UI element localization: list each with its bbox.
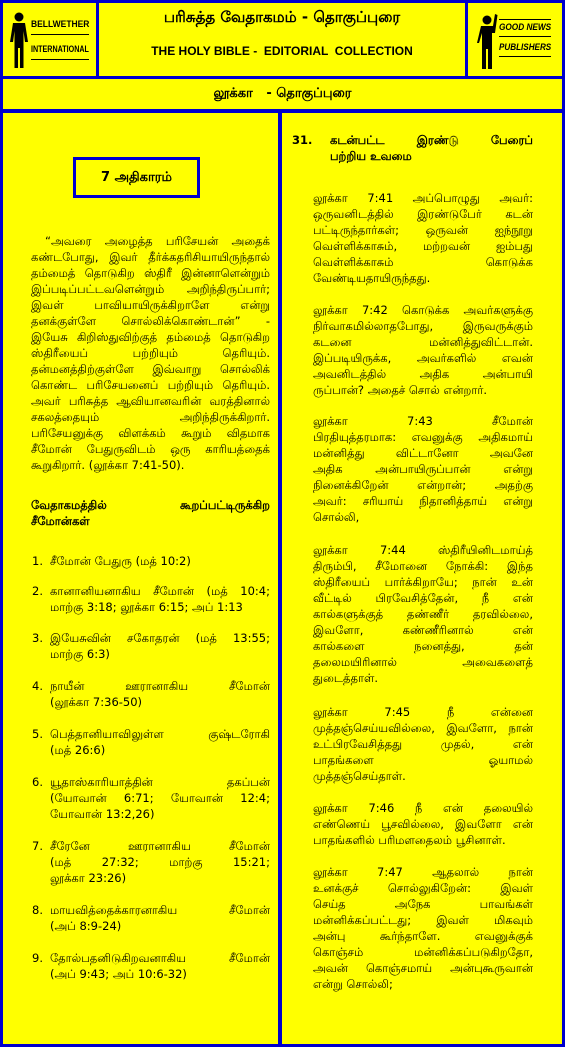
- text-line: யூதாஸ்காரியாத்தின் தகப்பன்: [50, 775, 270, 789]
- verse-paragraph: [313, 413, 533, 525]
- text-line: அதிக அன்பாயிருப்பான் என்று: [313, 462, 533, 476]
- verse-paragraph: [313, 864, 533, 992]
- text-line: கடன்பட்ட இரண்டு பேரைப்: [330, 133, 533, 147]
- text-line: லூக்கா 7:46 நீ என் தலையில்: [313, 801, 533, 815]
- list-item-text: [50, 950, 270, 982]
- text-line: கால்களுக்குத் தண்ணீர் தரவில்லை,: [313, 607, 533, 621]
- text-line: (யோவான் 6:71; யோவான் 12:4;: [50, 791, 270, 805]
- text-line: சகலத்தையும் அறிந்திருக்கிறார்.: [31, 410, 270, 424]
- text-line: நினைக்கிறேன் என்றான்; அதற்கு: [313, 478, 533, 492]
- section-title: [330, 132, 533, 164]
- text-line: தலைமயிரினால் அவைகளைத்: [313, 655, 533, 669]
- chapter-label-box: 7 அதிகாரம்: [73, 157, 200, 198]
- simons-heading: [31, 497, 270, 529]
- list-number: 3.: [32, 631, 43, 645]
- text-line: லூக்கா 7:42 கொடுக்க அவர்களுக்கு: [313, 303, 533, 317]
- text-line: அவன் கொஞ்சமாய் அன்புகூருவான்: [313, 961, 533, 975]
- verse-paragraph: [313, 190, 533, 286]
- page-title-tamil: பரிசுத்த வேதாகமம் - தொகுப்புரை: [163, 8, 401, 26]
- text-line: தோல்பதனிடுகிறவனாகிய சீமோன்: [50, 951, 270, 965]
- text-line: ஸ்திரீயைப் பற்றியும் தெரியும்.: [31, 346, 270, 360]
- text-line: கூறுகிறார். (லூக்கா 7:41-50).: [31, 458, 185, 472]
- text-line: (அப் 9:43; அப் 10:6-32): [50, 967, 187, 981]
- text-line: திரும்பி, சீமோனை நோக்கி: இந்த: [313, 559, 533, 573]
- text-line: அவர் பரிசுத்த ஆவியானவரின் வரத்தினால்: [31, 394, 270, 408]
- text-line: சீமோன் பேதுருவிடம் ஒரு காரியத்தைக்: [31, 442, 270, 456]
- verse-paragraph: [313, 302, 533, 398]
- text-line: கொஞ்சம் மன்னிக்கப்படுகிறதோ,: [313, 945, 533, 959]
- list-item-text: [50, 678, 270, 710]
- text-line: முத்தஞ்செய்யவில்லை, இவளோ, நான்: [313, 721, 533, 735]
- list-number: 8.: [32, 903, 43, 917]
- section-number: 31.: [292, 133, 313, 147]
- text-line: முத்தஞ்செய்தாள்.: [313, 769, 406, 783]
- verse-paragraph: [313, 542, 533, 686]
- text-line: கானானியனாகிய சீமோன் (மத் 10:4;: [50, 584, 270, 598]
- text-line: இவளோ, கண்ணீரினால் என்: [313, 623, 533, 637]
- text-line: ஸ்திரீயைப் பார்க்கிறாயே; நான் உன்: [313, 575, 533, 589]
- logo-rule: [31, 59, 89, 60]
- logo-text-bellwether: BELLWETHER: [31, 19, 90, 30]
- text-line: ருப்பான்? அதைச் சொல் என்றார்.: [313, 383, 488, 397]
- text-line: தம்மைத் தொடுகிற ஸ்திரீ இன்னாளென்றும்: [31, 266, 270, 280]
- text-line: என்று சொல்லி;: [313, 977, 393, 991]
- text-line: இப்படியிருக்க, அவர்களில் எவன்: [313, 351, 533, 365]
- book-subtitle: லூக்கா - தொகுப்புரை: [213, 86, 352, 101]
- good-news-figure-icon: [476, 11, 498, 71]
- list-item-text: [50, 630, 270, 662]
- text-line: மன்னித்து விட்டானோ அவனே: [313, 446, 533, 460]
- text-line: செய்த அநேக பாவங்கள்: [313, 897, 533, 911]
- text-line: இப்படிப்பட்டவளென்றும் அறிந்திருப்பார்;: [31, 282, 270, 296]
- logo-rule: [499, 56, 551, 57]
- list-number: 5.: [32, 727, 43, 741]
- text-line: இயேசுவின் சகோதரன் (மத் 13:55;: [50, 631, 270, 645]
- logo-text-good-news: GOOD NEWS: [499, 22, 552, 33]
- text-line: அன்பு கூர்ந்தாளே. எவனுக்குக்: [313, 929, 533, 943]
- bellwether-figure-icon: [9, 12, 29, 70]
- logo-text-publishers: PUBLISHERS: [499, 42, 552, 53]
- text-line: பாதங்களை ஓயாமல்: [313, 753, 533, 767]
- list-number: 7.: [32, 839, 43, 853]
- right-logo: [468, 3, 562, 76]
- text-line: கொண்ட பரிசேயனைப் பற்றியும் தெரியும்.: [31, 378, 270, 392]
- text-line: வெள்ளிக்காசும் கொடுக்க: [313, 255, 533, 269]
- list-item-text: [50, 838, 270, 886]
- text-line: உனக்குச் சொல்லுகிறேன்: இவள்: [313, 881, 533, 895]
- text-line: (அப் 8:9-24): [50, 919, 122, 933]
- text-line: நிர்வாகமில்லாதபோது, இருவருக்கும்: [313, 319, 533, 333]
- list-item-text: [50, 774, 270, 822]
- text-line: மாற்கு 6:3): [50, 647, 110, 661]
- list-number: 9.: [32, 951, 43, 965]
- text-line: லூக்கா 7:41 அப்பொழுது அவர்:: [313, 191, 533, 205]
- text-line: (மத் 27:32; மாற்கு 15:21;: [50, 855, 270, 869]
- text-line: எண்ணெய் பூசவில்லை, இவளோ என்: [313, 817, 533, 831]
- text-line: மாயவித்தைக்காரனாகிய சீமோன்: [50, 903, 270, 917]
- text-line: இயேசு கிறிஸ்துவிற்குத் தம்மைத் தொடுகிற: [31, 330, 270, 344]
- text-line: கடனை மன்னித்துவிட்டான்.: [313, 335, 533, 349]
- text-line: வேண்டியதாயிருந்தது.: [313, 271, 431, 285]
- text-line: சீமோன் பேதுரு (மத் 10:2): [50, 554, 191, 568]
- text-line: மாற்கு 3:18; லூக்கா 6:15; அப் 1:13: [50, 600, 243, 614]
- text-line: கால்களை நனைத்து, தன்: [313, 639, 533, 653]
- intro-paragraph: [31, 233, 270, 473]
- text-line: வீட்டில் பிரவேசித்தேன், நீ என்: [313, 591, 533, 605]
- text-line: உட்பிரவேசித்தது முதல், என்: [313, 737, 533, 751]
- text-line: (மத் 26:6): [50, 743, 106, 757]
- logo-text-international: INTERNATIONAL: [31, 44, 89, 55]
- text-line: பற்றிய உவமை: [330, 149, 412, 163]
- list-number: 4.: [32, 679, 43, 693]
- text-line: லூக்கா 7:47 ஆதலால் நான்: [313, 865, 533, 879]
- logo-rule: [499, 19, 551, 20]
- text-line: “அவரை அழைத்த பரிசேயன் அதைக்: [45, 234, 270, 248]
- text-line: லூக்கா 7:44 ஸ்திரீயினிடமாய்த்: [313, 543, 533, 557]
- text-line: லூக்கா 7:45 நீ என்னை: [313, 705, 533, 719]
- text-line: வேதாகமத்தில் கூறப்பட்டிருக்கிற: [31, 498, 270, 512]
- subtitle-bottom-border: [0, 109, 565, 113]
- logo-rule: [31, 34, 89, 35]
- text-line: பெத்தானியாவிலுள்ள குஷ்டரோகி: [50, 727, 270, 741]
- text-line: அவனிடத்தில் அதிக அன்பாயி: [313, 367, 533, 381]
- text-line: வெள்ளிக்காசும், மற்றவன் ஐம்பது: [313, 239, 533, 253]
- verse-paragraph: [313, 800, 533, 848]
- text-line: மன்னிக்கப்பட்டது; இவள் மிகவும்: [313, 913, 533, 927]
- list-number: 6.: [32, 775, 43, 789]
- text-line: சீரேனே ஊரானாகிய சீமோன்: [50, 839, 270, 853]
- list-item-text: [50, 553, 270, 569]
- text-line: கண்டபோது, இவர் தீர்க்கதரிசியாயிருந்தால்: [31, 250, 270, 264]
- text-line: பிரதியுத்தரமாக: எவனுக்கு அதிகமாய்: [313, 430, 533, 444]
- text-line: பட்டிருந்தார்கள்; ஒருவன் ஐந்நூறு: [313, 223, 533, 237]
- text-line: அவர்: சரியாய் நிதானித்தாய் என்று: [313, 494, 533, 508]
- text-line: சீமோன்கள்: [31, 514, 90, 528]
- list-number: 1.: [32, 554, 43, 568]
- text-line: ஒருவனிடத்தில் இரண்டுபேர் கடன்: [313, 207, 533, 221]
- logo-rule: [499, 36, 551, 37]
- text-line: சொல்லி,: [313, 510, 360, 524]
- list-number: 2.: [32, 584, 43, 598]
- list-item-text: [50, 726, 270, 758]
- left-logo: [3, 3, 96, 76]
- verse-paragraph: [313, 704, 533, 784]
- page-title-english: THE HOLY BIBLE - EDITORIAL COLLECTION: [151, 44, 413, 58]
- text-line: (லூக்கா 7:36-50): [50, 695, 143, 709]
- text-line: லூக்கா 23:26): [50, 871, 127, 885]
- text-line: யோவான் 13:2,26): [50, 807, 155, 821]
- list-item-text: [50, 583, 270, 615]
- frame-left-border: [0, 0, 3, 1047]
- list-item-text: [50, 902, 270, 934]
- text-line: துடைத்தாள்.: [313, 671, 379, 685]
- text-line: இவள் பாவியாயிருக்கிறாளே என்று: [31, 298, 270, 312]
- text-line: தனக்குள்ளே சொல்லிக்கொண்டான்” -: [31, 314, 270, 328]
- text-line: தன்மனத்திற்குள்ளே இவ்வாறு சொல்லிக்: [31, 362, 270, 376]
- text-line: நாயீன் ஊரானாகிய சீமோன்: [50, 679, 270, 693]
- column-divider: [278, 109, 282, 1047]
- text-line: பரிசேயனுக்கு விளக்கம் கூறும் விதமாக: [31, 426, 270, 440]
- text-line: பாதங்களில் பரிமளதைலம் பூசினாள்.: [313, 833, 506, 847]
- text-line: லூக்கா 7:43 சீமோன்: [313, 414, 533, 428]
